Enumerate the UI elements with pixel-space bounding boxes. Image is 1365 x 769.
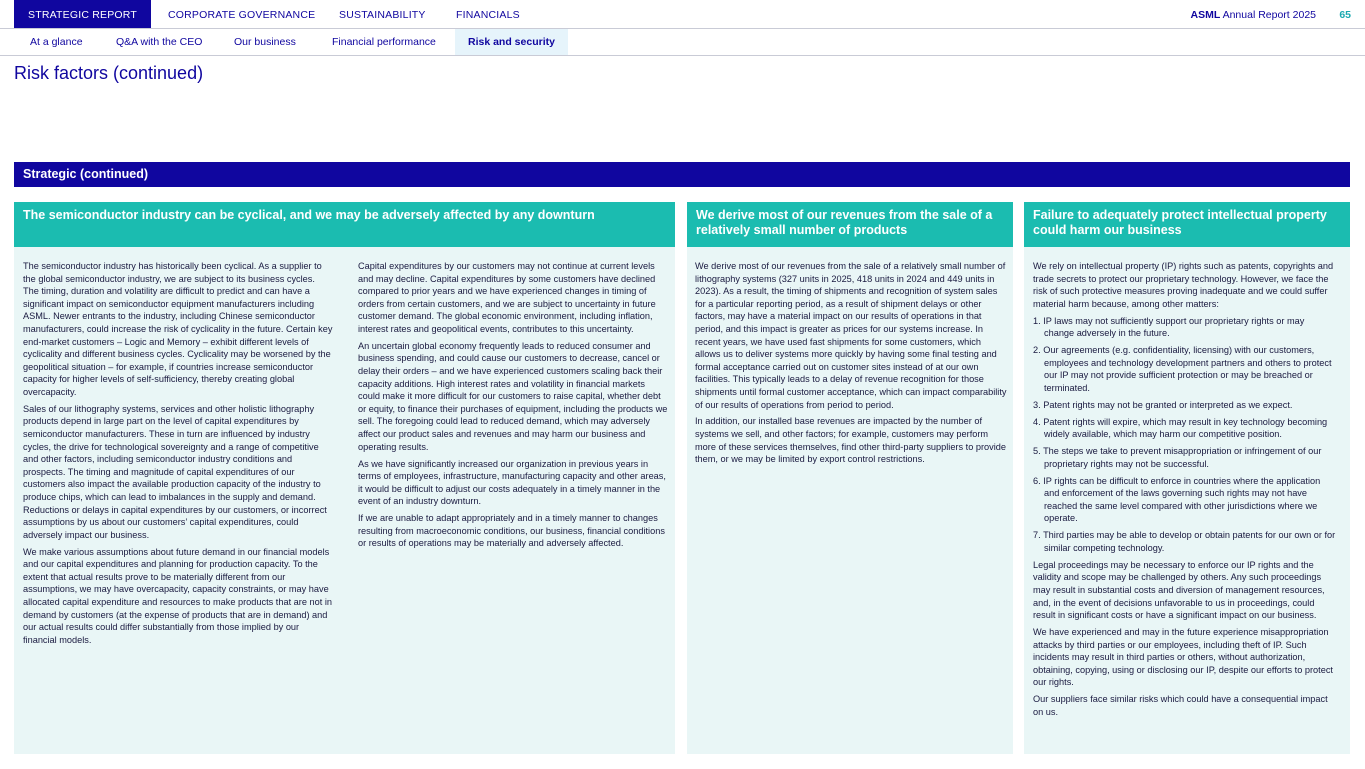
paragraph: Sales of our lithography systems, services and other holistic lithography products depend in large part on the level of capital expenditures by semiconductor manufacturers. These in turn are influenced by industry cycles, the drive for technological sovereignty and a range of competitive and other factors, including semiconductor industry conditions and prospects. The timing and magnitude of capital expenditures of our customers also impact the available production capacity of the industry to produce chips, which can lead to imbalances in the supply and demand. Reductions or delays in capital expenditures by our customers, or incorrect assumptions by us about our customers’ capital expenditures, could adversely impact our business. bbox=[23, 403, 327, 540]
list-item bbox=[1033, 416, 1337, 441]
list-number: 5. bbox=[1033, 446, 1041, 457]
risk-panel-heading: We derive most of our revenues from the sale of a relatively small number of products bbox=[687, 202, 1013, 247]
page-title: Risk factors (continued) bbox=[14, 63, 204, 83]
subtab-at-a-glance[interactable]: At a glance bbox=[30, 36, 83, 48]
list-text: The steps we take to prevent misappropriation or infringement of our proprietary rights may not be successful. bbox=[1043, 446, 1322, 469]
list-item bbox=[1033, 344, 1337, 394]
list-item bbox=[1033, 529, 1337, 554]
page-number: 65 bbox=[1339, 9, 1351, 21]
list-number: 6. bbox=[1033, 475, 1041, 486]
list-number: 3. bbox=[1033, 399, 1041, 410]
list-item bbox=[1033, 475, 1337, 525]
panel-column-left bbox=[23, 260, 333, 651]
list-number: 1. bbox=[1033, 315, 1041, 326]
paragraph: We rely on intellectual property (IP) rights such as patents, copyrights and trade secrets to protect our proprietary technology. However, we face the risk of such protective measures proving inadequate and we could suffer material harm because, among other matters: bbox=[1033, 261, 1334, 309]
risk-panel-cyclical bbox=[14, 202, 675, 754]
panel-column bbox=[1033, 260, 1337, 723]
risk-panel-intellectual-property bbox=[1024, 202, 1350, 754]
paragraph: Our suppliers face similar risks which could have a consequential impact on us. bbox=[1033, 694, 1328, 717]
list-text: IP rights can be difficult to enforce in countries where the application and enforcement of the laws governing such rights may not have reached the same level compared with other jurisdictions where we operate. bbox=[1043, 475, 1321, 524]
list-number: 4. bbox=[1033, 416, 1041, 427]
subtab-financial-performance[interactable]: Financial performance bbox=[332, 36, 436, 48]
subtab-our-business[interactable]: Our business bbox=[234, 36, 296, 48]
paragraph: As we have significantly increased our organization in previous years in terms of employees, infrastructure, manufacturing capacity and other areas, it would be difficult to adjust our costs adequately in a timely manner in the event of an industry downturn. bbox=[358, 458, 666, 507]
list-number: 7. bbox=[1033, 530, 1041, 541]
paragraph: The semiconductor industry has historically been cyclical. As a supplier to the global semiconductor industry, we are subject to its business cycles. The timing, duration and volatility are difficult to predict and can have a significant impact on semiconductor equipment manufacturers including ASML. Newer entrants to the industry, including Chinese semiconductor manufacturers, could increase the risk of cyclicality in the future. Certain key end-market customers – Logic and Memory – exhibit different levels of cyclicality and different business cycles. Cyclicality may be worsened by the geopolitical situation – for example, if countries increase semiconductor capacity for higher levels of self-sufficiency, thereby creating global overcapacity. bbox=[23, 261, 333, 397]
list-text: Third parties may be able to develop or obtain patents for our own or for similar competing technology. bbox=[1043, 530, 1336, 553]
numbered-list bbox=[1033, 315, 1337, 555]
tab-corporate-governance[interactable]: CORPORATE GOVERNANCE bbox=[168, 9, 316, 21]
paragraph: Capital expenditures by our customers may not continue at current levels and may decline. Capital expenditures by some customers have declined compared to prior years and we have experienced changes in timing of orders from certain customers, and we are subject to uncertainty in future customer demand. The global economic environment, including inflation, interest rates and geopolitical events, contributes to this uncertainty. bbox=[358, 261, 656, 334]
list-text: Patent rights will expire, which may result in key technology becoming widely available, which may harm our competitive position. bbox=[1043, 416, 1328, 440]
sub-navigation bbox=[0, 29, 1365, 56]
brand-name: ASML bbox=[1190, 9, 1221, 21]
panel-column bbox=[695, 260, 1007, 470]
section-heading: Strategic (continued) bbox=[14, 162, 1350, 187]
report-title: Annual Report 2025 bbox=[1222, 9, 1316, 21]
list-text: Patent rights may not be granted or interpreted as we expect. bbox=[1043, 399, 1293, 410]
paragraph: We have experienced and may in the future experience misappropriation attacks by third parties or our employees, including theft of IP. Such incidents may result in third parties or others, without authorization, obtaining, copying, using or disclosing our IP, despite our efforts to protect our rights. bbox=[1033, 627, 1333, 688]
list-number: 2. bbox=[1033, 345, 1041, 356]
paragraph: Legal proceedings may be necessary to enforce our IP rights and the validity and scope may be challenged by others. Any such proceedings may result in substantial costs and diversion of management resources, and, in the event of decisions unfavorable to us in proceedings, could result in significant costs or have a significant impact on our business. bbox=[1033, 559, 1325, 621]
risk-panel-heading: The semiconductor industry can be cyclical, and we may be adversely affected by any downturn bbox=[14, 202, 675, 247]
list-item bbox=[1033, 399, 1337, 412]
paragraph: We derive most of our revenues from the sale of a relatively small number of lithography systems (327 units in 2025, 418 units in 2024 and 449 units in 2023). As a result, the timing of shipments and recognition of system sales for a particular reporting period, as a result of shipment delays or other factors, may have a material impact on our results of operations in that period, and this impact is greater as prices for our systems increase. In recent years, we have used fast shipments for some customers, which allows us to deliver systems more quickly by having some final testing and formal acceptance carried out on customer sites instead of at our own facilities. This typically leads to a delay of revenue recognition for those shipments until formal customer acceptance, which can impact comparability of our results of operations from period to period. bbox=[695, 261, 1007, 410]
panel-column-right bbox=[358, 260, 668, 554]
tab-sustainability[interactable]: SUSTAINABILITY bbox=[339, 9, 426, 21]
list-item bbox=[1033, 445, 1337, 470]
report-brand bbox=[1191, 0, 1317, 30]
list-text: IP laws may not sufficiently support our proprietary rights or may change adversely in the future. bbox=[1043, 315, 1305, 339]
list-item bbox=[1033, 315, 1337, 340]
paragraph: In addition, our installed base revenues are impacted by the number of systems we sell, and other factors; for example, customers may perform more of these services themselves, find other third-party suppliers to provide them, or we may be limited by export control restrictions. bbox=[695, 416, 1006, 465]
tab-strategic-report[interactable]: STRATEGIC REPORT bbox=[14, 0, 151, 28]
risk-panel-heading: Failure to adequately protect intellectual property could harm our business bbox=[1024, 202, 1350, 247]
paragraph: We make various assumptions about future demand in our financial models and our capital expenditures and planning for production capacity. To the extent that actual results prove to be materially different from our assumptions, we may have overcapacity, capacity constraints, or may have allocated capital expenditure and resources to make products that are not in demand by customers (at the expense of products that are in demand) and our actual results could differ substantially from those implied by our financial models. bbox=[23, 546, 332, 645]
subtab-qa-with-ceo[interactable]: Q&A with the CEO bbox=[116, 36, 203, 48]
tab-financials[interactable]: FINANCIALS bbox=[456, 9, 520, 21]
top-navigation bbox=[0, 0, 1365, 29]
list-text: Our agreements (e.g. confidentiality, licensing) with our customers, employees and technology development partners and others to protect our IP may not provide sufficient protection or may be breached or terminated. bbox=[1043, 345, 1332, 393]
risk-panel-revenue-concentration bbox=[687, 202, 1013, 754]
subtab-risk-and-security[interactable]: Risk and security bbox=[455, 29, 568, 55]
paragraph: An uncertain global economy frequently leads to reduced consumer and business spending, and could cause our customers to decrease, cancel or delay their orders – and we have experienced customers scaling back their capacity additions. High interest rates and volatility in financial markets could make it more difficult for our customers to raise capital, whether debt or equity, to finance their purchases of equipment, including the products we sell. The foregoing could lead to reduced demand, which may adversely affect our product sales and revenues and may harm our business and operating results. bbox=[358, 340, 668, 452]
paragraph: If we are unable to adapt appropriately and in a timely manner to changes resulting from macroeconomic conditions, our business, financial conditions or results of operations may be materially and adversely affected. bbox=[358, 513, 665, 549]
